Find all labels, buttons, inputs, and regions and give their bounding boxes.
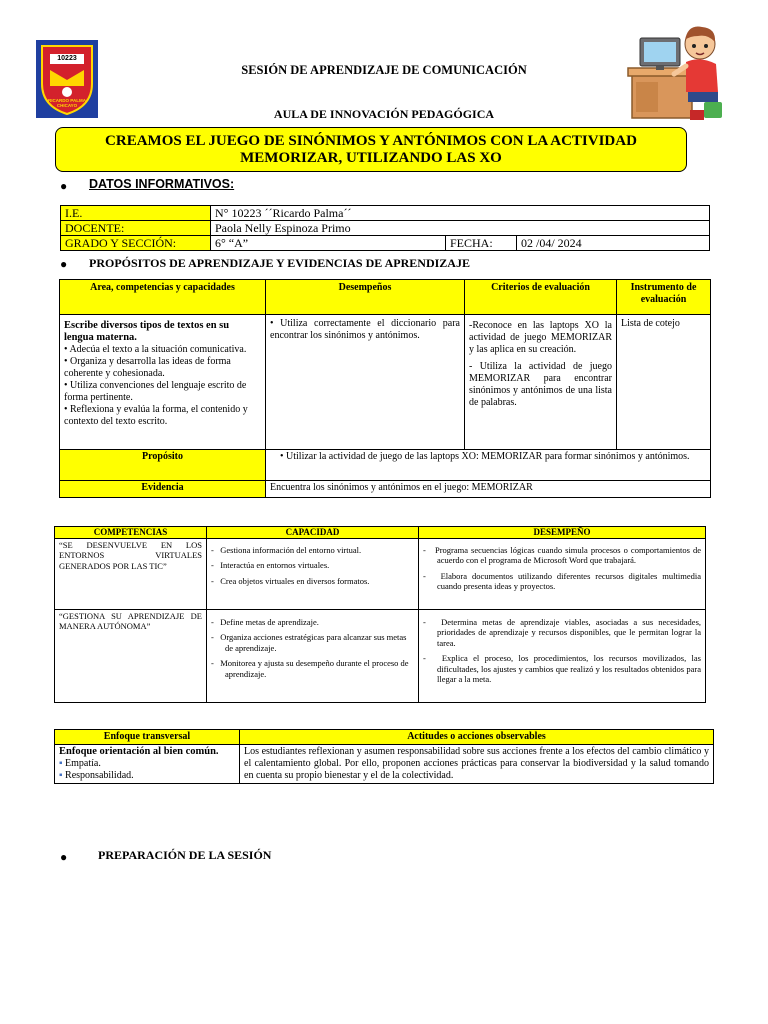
capacidad-item: - Interactúa en entornos virtuales. [211,560,330,570]
enfoque-cell [55,745,240,784]
header-capacidad: CAPACIDAD [207,527,419,539]
valor-item: ▪ Empatía. [59,758,101,769]
criterio-item: - Utiliza la actividad de juego MEMORIZAR para encontrar sinónimos y antónimos de una lista de palabras. [469,361,612,408]
capacidad-cell-2 [207,609,419,702]
header-enfoque: Enfoque transversal [55,730,240,745]
evidencia-value: Encuentra los sinónimos y antónimos en el juego: MEMORIZAR [266,481,711,498]
desempeno-cell-2 [419,609,706,702]
valor-item: ▪ Responsabilidad. [59,770,134,781]
bullet-icon: ● [60,257,68,271]
proposito-label: Propósito [60,450,266,481]
header-desempenos: Desempeños [266,280,465,315]
capacidad-item: • Utiliza convenciones del lenguaje escrito de forma pertinente. [64,380,247,403]
docente-value: Paola Nelly Espinoza Primo [211,221,710,236]
capacidad-item: - Gestiona información del entorno virtual. [211,544,362,555]
enfoque-text: Enfoque orientación al bien común. [59,746,219,757]
bullet-icon: ● [60,179,68,193]
bullet-icon: ▪ [59,770,63,781]
docente-label: DOCENTE: [61,221,211,236]
capacidad-item: • Organiza y desarrolla las ideas de forma coherente y cohesionada. [64,356,231,379]
capacidad-item: - Crea objetos virtuales en diversos formatos. [211,575,370,586]
grado-label: GRADO Y SECCIÓN: [61,236,211,251]
logo-number: 10223 [57,55,77,62]
header-criterios: Criterios de evaluación [465,280,617,315]
capacidad-item: • Reflexiona y evalúa la forma, el contenido y contexto del texto escrito. [64,404,248,427]
logo-text: RICARDO PALMA CHICAYO [48,98,86,108]
grado-value: 6° “A” [211,236,446,251]
header-competencias: COMPETENCIAS [55,527,207,539]
capacidad-item: - Monitorea y ajusta su desempeño durante el proceso de aprendizaje. [211,658,409,679]
bullet-icon: ▪ [59,758,63,769]
school-logo [36,40,98,118]
desempeno-cell-1 [419,538,706,609]
header-desempeno: DESEMPEÑO [419,527,706,539]
area-cell [60,315,266,450]
header-actitudes: Actitudes o acciones observables [240,730,714,745]
bullet-icon: • [280,451,287,462]
instrumento-text: Lista de cotejo [617,315,711,450]
proposito-value: Utilizar la actividad de juego de las laptops XO: MEMORIZAR para formar sinónimos y antónimos. [286,451,690,462]
student-computer-illustration [624,16,732,124]
capacidad-item: - Organiza acciones estratégicas para alcanzar sus metas de aprendizaje. [211,632,407,653]
ie-label: I.E. [61,206,211,221]
desempeno-item: - Elabora documentos utilizando diferentes recursos digitales multimedia cuando presenta ideas y proyectos. [423,570,701,591]
competencia-1: “SE DESENVUELVE EN LOS ENTORNOS VIRTUALES GENERADOS POR LAS TIC” [55,538,207,609]
capacidad-cell-1 [207,538,419,609]
competencias-table [54,526,706,703]
section-preparacion: PREPARACIÓN DE LA SESIÓN [98,848,272,862]
capacidad-item: • Adecúa el texto a la situación comunicativa. [64,344,247,355]
desempeno-item: - Explica el proceso, los procedimientos, los recursos movilizados, las dificultades, los ajustes y cambios que realizó y los resultados obtenidos para llegar a la meta. [423,653,701,684]
competencia-2: “GESTIONA SU APRENDIZAJE DE MANERA AUTÓNOMA” [55,609,207,702]
header-area: Area, competencias y capacidades [60,280,266,315]
competencia-text: Escribe diversos tipos de textos en su lengua materna. [64,320,230,343]
page-subtitle: AULA DE INNOVACIÓN PEDAGÓGICA [273,107,495,121]
capacidad-item: - Define metas de aprendizaje. [211,616,319,627]
evidencia-label: Evidencia [60,481,266,498]
desempeno-item: - Programa secuencias lógicas cuando simula procesos o comportamientos de acuerdo con el programa de Microsoft Word que trabajará. [423,544,702,565]
actitudes-text: Los estudiantes reflexionan y asumen responsabilidad sobre sus acciones frente a los efectos del cambio climático y el calentamiento global. Por ello, proponen acciones prácticas para conservar la biodiversidad y la salud tomando en cuenta su propio bienestar y el de la colectividad. [240,745,714,784]
session-title-banner: CREAMOS EL JUEGO DE SINÓNIMOS Y ANTÓNIMOS CON LA ACTIVIDAD MEMORIZAR, UTILIZANDO LAS XO [55,127,687,172]
desempeno-item: - Determina metas de aprendizaje viables, asociadas a sus necesidades, prioridades de aprendizaje y recursos disponibles, que le permitan lograr la tarea. [423,616,701,648]
page-title: SESIÓN DE APRENDIZAJE DE COMUNICACIÓN [241,63,527,77]
fecha-value: 02 /04/ 2024 [517,236,710,251]
ie-value: N° 10223 ´´Ricardo Palma´´ [211,206,710,221]
header-instrumento: Instrumento de evaluación [617,280,711,315]
bullet-icon: ● [60,850,68,864]
criterio-item: -Reconoce en las laptops XO la actividad de juego MEMORIZAR y las aplica en su creación. [469,320,612,355]
datos-table [60,205,710,251]
fecha-label: FECHA: [446,236,517,251]
section-propositos: PROPÓSITOS DE APRENDIZAJE Y EVIDENCIAS DE APRENDIZAJE [89,256,470,270]
proposito-cell [266,450,711,481]
section-datos-informativos: DATOS INFORMATIVOS: [89,177,235,191]
criterios-cell [465,315,617,450]
enfoque-table [54,729,714,784]
desempeno-text: • Utiliza correctamente el diccionario para encontrar los sinónimos y antónimos. [266,315,465,450]
propositos-table [59,279,711,498]
